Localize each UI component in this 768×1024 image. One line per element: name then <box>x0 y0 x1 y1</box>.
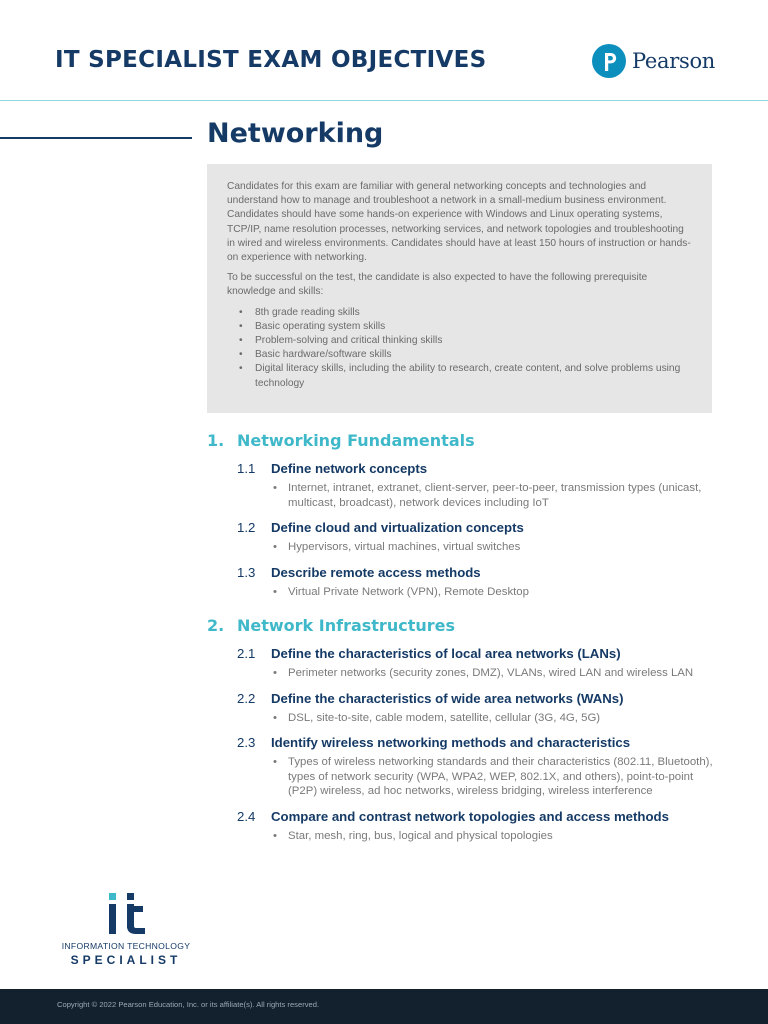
skill-item: • Basic hardware/software skills <box>255 348 692 362</box>
copyright-text: Copyright © 2022 Pearson Education, Inc. or its affiliate(s). All rights reserved. <box>57 1000 320 1009</box>
it-logo-line1: INFORMATION TECHNOLOGY <box>61 941 191 951</box>
objective-detail: • Star, mesh, ring, bus, logical and physical topologies <box>288 829 717 844</box>
objective-title: Describe remote access methods <box>271 564 481 580</box>
objective <box>237 460 717 510</box>
it-specialist-logo <box>56 893 196 967</box>
section-number: 2. <box>207 616 225 635</box>
page-title: Networking <box>207 118 384 149</box>
pearson-logo <box>592 44 715 78</box>
skill-item: • Digital literacy skills, including the ability to research, create content, and solve problems using technology <box>255 362 692 390</box>
objective-detail: • Hypervisors, virtual machines, virtual switches <box>288 540 717 555</box>
objective-detail: • Internet, intranet, extranet, client-server, peer-to-peer, transmission types (unicast, multicast, broadcast), network devices including IoT <box>288 481 717 510</box>
objective-title: Define the characteristics of wide area networks (WANs) <box>271 690 624 706</box>
document-header-title: IT SPECIALIST EXAM OBJECTIVES <box>55 47 487 73</box>
prerequisite-skills-list <box>227 306 692 391</box>
skill-item: • 8th grade reading skills <box>255 306 692 320</box>
header-divider <box>0 100 768 101</box>
pearson-logo-text: Pearson <box>632 49 716 73</box>
objective-detail: • Virtual Private Network (VPN), Remote Desktop <box>288 585 717 600</box>
section-title: Networking Fundamentals <box>237 431 475 450</box>
objective-number: 1.1 <box>237 461 256 476</box>
objective-number: 1.2 <box>237 520 256 535</box>
objective-detail: • DSL, site-to-site, cable modem, satellite, cellular (3G, 4G, 5G) <box>288 711 717 726</box>
intro-paragraph: Candidates for this exam are familiar with general networking concepts and technologies and understand how to manage and troubleshoot a network in a small-medium business environment. Candidates should have some hands-on experience with Windows and Linux operating systems, TCP/IP, name resolution processes, networking services, and network topologies and troubleshooting in wired and wireless environments. Candidates should have at least 150 hours of instruction or hands-on experience with networking. <box>227 181 691 264</box>
pearson-p-icon <box>592 44 626 78</box>
section-title: Network Infrastructures <box>237 616 455 635</box>
objective <box>237 734 717 799</box>
objective-number: 2.1 <box>237 646 256 661</box>
section-number: 1. <box>207 431 225 450</box>
section-network-infrastructures <box>207 616 717 843</box>
objective-number: 2.2 <box>237 690 256 706</box>
skill-item: • Basic operating system skills <box>255 320 692 334</box>
objective-detail: • Perimeter networks (security zones, DMZ), VLANs, wired LAN and wireless LAN <box>288 666 717 681</box>
intro-paragraph: To be successful on the test, the candidate is also expected to have the following prerequisite knowledge and skills: <box>227 272 648 298</box>
objective-title: Compare and contrast network topologies and access methods <box>271 808 669 824</box>
section-networking-fundamentals <box>207 431 717 599</box>
objective-title: Define cloud and virtualization concepts <box>271 520 524 535</box>
it-logo-line2: SPECIALIST <box>70 953 182 967</box>
section-heading <box>207 616 717 636</box>
objective <box>237 690 717 726</box>
objective-number: 2.4 <box>237 808 256 824</box>
objective-number: 1.3 <box>237 564 256 580</box>
objective <box>237 808 717 844</box>
skill-item: • Problem-solving and critical thinking skills <box>255 334 692 348</box>
intro-box <box>207 164 712 413</box>
objective <box>237 519 717 555</box>
objective-detail: • Types of wireless networking standards and their characteristics (802.11, Bluetooth), types of network security (WPA, WPA2, WEP, 802.1X, and others), point-to-point (P2P) wireless, ad hoc networks, wireless bridging, wireless interference <box>288 755 717 799</box>
section-heading <box>207 431 717 451</box>
footer <box>0 989 768 1024</box>
it-logo-mark-icon <box>103 893 149 937</box>
objective <box>237 564 717 600</box>
objective <box>237 645 717 681</box>
title-accent-rule <box>0 137 192 139</box>
objective-title: Define network concepts <box>271 461 428 476</box>
objective-title: Identify wireless networking methods and characteristics <box>271 735 631 750</box>
objective-number: 2.3 <box>237 735 256 750</box>
objective-title: Define the characteristics of local area networks (LANs) <box>271 646 621 661</box>
